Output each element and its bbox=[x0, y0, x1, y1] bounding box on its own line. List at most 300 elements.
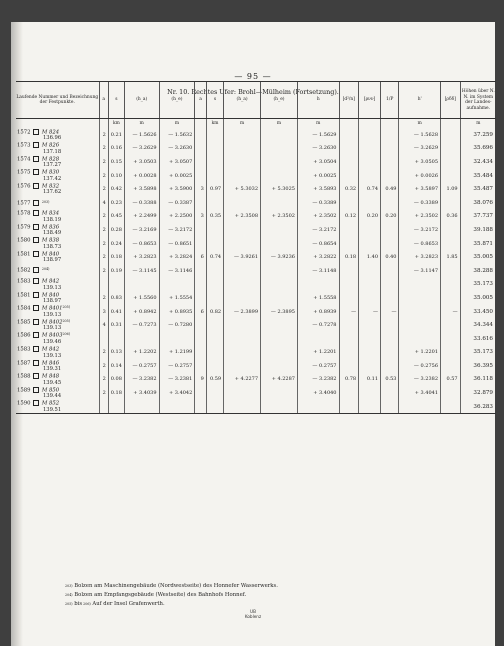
cell-h: + 3.0504 bbox=[297, 155, 339, 169]
point-number: 1580 bbox=[17, 237, 33, 244]
cell-a2 bbox=[195, 400, 207, 414]
point-name: M 828 bbox=[40, 156, 60, 163]
cell-H: 35.484 bbox=[460, 169, 496, 183]
cell-a2 bbox=[195, 142, 207, 156]
unit-cell bbox=[381, 119, 399, 129]
footnote-text: Bolzen am Maschinengebäude (Nordwestseite) des Honnefer Wasserwerks. bbox=[72, 583, 278, 589]
cell-ha2 bbox=[224, 169, 261, 183]
cell-hp bbox=[399, 278, 441, 292]
cell-a: 2 bbox=[99, 210, 108, 224]
column-header: Laufende Nummer und Bezeichnung der Festpunkte. bbox=[16, 82, 99, 119]
cell-a: 2 bbox=[99, 250, 108, 264]
cell-d bbox=[339, 291, 359, 305]
cell-hp bbox=[399, 332, 441, 346]
point-km: 139.31 bbox=[43, 366, 62, 373]
cell-a: 2 bbox=[99, 223, 108, 237]
point-name: M 8401 bbox=[40, 305, 63, 312]
cell-a2 bbox=[195, 278, 207, 292]
point-cell bbox=[16, 169, 99, 183]
cell-ha: + 3.4039 bbox=[124, 386, 159, 400]
cell-P bbox=[381, 237, 399, 251]
cell-ha2 bbox=[224, 264, 261, 278]
cell-d bbox=[339, 346, 359, 360]
cell-p: 0.74 bbox=[359, 182, 381, 196]
cell-he2: + 4.2287 bbox=[261, 373, 298, 387]
cell-ha2 bbox=[224, 155, 261, 169]
cell-s2 bbox=[206, 400, 223, 414]
point-km: 139.51 bbox=[43, 406, 62, 413]
cell-h: + 0.8939 bbox=[297, 305, 339, 319]
cell-P bbox=[381, 346, 399, 360]
point-cell bbox=[16, 223, 99, 237]
point-km: 139.13 bbox=[43, 311, 62, 318]
cell-P bbox=[381, 142, 399, 156]
point-cell bbox=[16, 332, 99, 346]
cell-ha bbox=[124, 400, 159, 414]
cell-a2 bbox=[195, 346, 207, 360]
cell-H: 35.487 bbox=[460, 182, 496, 196]
footnote-text: Auf der Insel Grafenwerth. bbox=[90, 601, 165, 607]
cell-d bbox=[339, 169, 359, 183]
cell-r: 0.36 bbox=[441, 210, 461, 224]
cell-P: 0.53 bbox=[381, 373, 399, 387]
cell-p bbox=[359, 386, 381, 400]
cell-H: 38.076 bbox=[460, 196, 496, 210]
cell-h: + 3.2822 bbox=[297, 250, 339, 264]
cell-a: 2 bbox=[99, 142, 108, 156]
cell-a: 2 bbox=[99, 386, 108, 400]
cell-he bbox=[159, 400, 195, 414]
cell-ha2 bbox=[224, 346, 261, 360]
cell-H: 35.173 bbox=[460, 278, 496, 292]
cell-he: + 2.2500 bbox=[159, 210, 195, 224]
point-number: 1589 bbox=[17, 387, 33, 394]
cell-s2: 0.97 bbox=[206, 182, 223, 196]
cell-H: 37.259 bbox=[460, 128, 496, 142]
cell-d bbox=[339, 400, 359, 414]
cell-s2 bbox=[206, 278, 223, 292]
footnote-ref: 204) bbox=[41, 267, 50, 272]
cell-r bbox=[441, 196, 461, 210]
footnote-ref: 203) bbox=[41, 199, 50, 204]
point-cell bbox=[16, 128, 99, 142]
table-row bbox=[16, 400, 496, 414]
unit-cell bbox=[16, 119, 99, 129]
stamp-line-2: Koblenz bbox=[244, 614, 262, 619]
footnote-ref: 205) bbox=[62, 318, 71, 323]
footnote bbox=[65, 582, 278, 591]
cell-he: + 3.4042 bbox=[159, 386, 195, 400]
benchmark-symbol bbox=[33, 237, 39, 243]
cell-r bbox=[441, 264, 461, 278]
cell-he: + 1.5554 bbox=[159, 291, 195, 305]
cell-H: 34.344 bbox=[460, 318, 496, 332]
cell-ha2 bbox=[224, 400, 261, 414]
footnote-ref: 205) bbox=[62, 305, 71, 310]
cell-s: 0.15 bbox=[108, 155, 124, 169]
cell-ha: + 2.2499 bbox=[124, 210, 159, 224]
cell-h bbox=[297, 278, 339, 292]
cell-P bbox=[381, 318, 399, 332]
cell-h: — 0.8654 bbox=[297, 237, 339, 251]
cell-P bbox=[381, 223, 399, 237]
cell-hp: — 0.8653 bbox=[399, 237, 441, 251]
column-header: (h_e) bbox=[159, 82, 195, 119]
column-header: (h_a) bbox=[124, 82, 159, 119]
cell-a: 2 bbox=[99, 128, 108, 142]
cell-H: 39.188 bbox=[460, 223, 496, 237]
cell-r bbox=[441, 278, 461, 292]
cell-r bbox=[441, 359, 461, 373]
cell-ha2: — 2.3899 bbox=[224, 305, 261, 319]
cell-hp: + 2.3502 bbox=[399, 210, 441, 224]
cell-P bbox=[381, 278, 399, 292]
cell-a: 4 bbox=[99, 196, 108, 210]
cell-he2: — 2.3895 bbox=[261, 305, 298, 319]
cell-p bbox=[359, 359, 381, 373]
point-cell bbox=[16, 346, 99, 360]
cell-r bbox=[441, 346, 461, 360]
cell-he2 bbox=[261, 332, 298, 346]
cell-hp: — 1.5628 bbox=[399, 128, 441, 142]
unit-cell: m bbox=[261, 119, 298, 129]
cell-ha2 bbox=[224, 128, 261, 142]
cell-p: 1.40 bbox=[359, 250, 381, 264]
point-km: 139.13 bbox=[43, 325, 62, 332]
cell-he2 bbox=[261, 386, 298, 400]
point-number: 1585 bbox=[17, 319, 33, 326]
cell-a2: 6 bbox=[195, 305, 207, 319]
point-km: 137.27 bbox=[43, 162, 62, 169]
cell-he: + 0.0025 bbox=[159, 169, 195, 183]
cell-s2 bbox=[206, 142, 223, 156]
cell-h bbox=[297, 332, 339, 346]
table-row bbox=[16, 142, 496, 156]
cell-hp: — 3.1147 bbox=[399, 264, 441, 278]
cell-ha: — 0.7273 bbox=[124, 318, 159, 332]
cell-r bbox=[441, 332, 461, 346]
cell-a2 bbox=[195, 155, 207, 169]
cell-hp: + 3.2823 bbox=[399, 250, 441, 264]
cell-he2 bbox=[261, 291, 298, 305]
cell-ha: + 0.8942 bbox=[124, 305, 159, 319]
benchmark-symbol bbox=[33, 346, 39, 352]
cell-P bbox=[381, 155, 399, 169]
cell-p bbox=[359, 155, 381, 169]
cell-s: 0.13 bbox=[108, 346, 124, 360]
cell-d bbox=[339, 332, 359, 346]
point-number: 1573 bbox=[17, 142, 33, 149]
point-cell bbox=[16, 250, 99, 264]
point-number: 1584 bbox=[17, 305, 33, 312]
cell-ha: — 3.1145 bbox=[124, 264, 159, 278]
benchmark-symbol bbox=[33, 373, 39, 379]
cell-P bbox=[381, 264, 399, 278]
cell-a2 bbox=[195, 291, 207, 305]
table-row bbox=[16, 182, 496, 196]
cell-h: — 3.2630 bbox=[297, 142, 339, 156]
cell-ha2 bbox=[224, 318, 261, 332]
cell-H: 35.005 bbox=[460, 291, 496, 305]
cell-d: 0.12 bbox=[339, 210, 359, 224]
cell-P bbox=[381, 386, 399, 400]
cell-s: 0.31 bbox=[108, 318, 124, 332]
cell-he2 bbox=[261, 359, 298, 373]
point-cell bbox=[16, 210, 99, 224]
cell-hp bbox=[399, 291, 441, 305]
cell-s: 0.42 bbox=[108, 182, 124, 196]
cell-P bbox=[381, 128, 399, 142]
cell-h: — 1.5629 bbox=[297, 128, 339, 142]
cell-H: 36.118 bbox=[460, 373, 496, 387]
cell-ha: + 0.0028 bbox=[124, 169, 159, 183]
footnote-mark: 206) bbox=[82, 602, 91, 606]
cell-a2 bbox=[195, 196, 207, 210]
point-number: 1579 bbox=[17, 224, 33, 231]
cell-H: 33.616 bbox=[460, 332, 496, 346]
unit-cell bbox=[195, 119, 207, 129]
cell-r bbox=[441, 400, 461, 414]
cell-H: 35.871 bbox=[460, 237, 496, 251]
cell-a bbox=[99, 278, 108, 292]
cell-r bbox=[441, 223, 461, 237]
point-cell bbox=[16, 373, 99, 387]
cell-a: 3 bbox=[99, 305, 108, 319]
cell-he2 bbox=[261, 264, 298, 278]
cell-hp bbox=[399, 305, 441, 319]
footnote-text: bis bbox=[72, 601, 83, 607]
column-header: s bbox=[206, 82, 223, 119]
cell-P: — bbox=[381, 305, 399, 319]
cell-s: 0.41 bbox=[108, 305, 124, 319]
cell-he: — 3.2381 bbox=[159, 373, 195, 387]
cell-h: + 1.2201 bbox=[297, 346, 339, 360]
cell-he2 bbox=[261, 223, 298, 237]
point-cell bbox=[16, 291, 99, 305]
table-row bbox=[16, 169, 496, 183]
cell-p bbox=[359, 196, 381, 210]
cell-ha: — 3.2629 bbox=[124, 142, 159, 156]
point-name: M 832 bbox=[40, 183, 60, 190]
cell-h: — 3.2172 bbox=[297, 223, 339, 237]
column-header: (h_e) bbox=[261, 82, 298, 119]
cell-H: 35.005 bbox=[460, 250, 496, 264]
cell-he: + 1.2199 bbox=[159, 346, 195, 360]
cell-he2: + 5.3025 bbox=[261, 182, 298, 196]
cell-s2 bbox=[206, 169, 223, 183]
cell-P: 0.49 bbox=[381, 182, 399, 196]
column-header: a bbox=[99, 82, 108, 119]
cell-r bbox=[441, 291, 461, 305]
table-row bbox=[16, 305, 496, 319]
column-header: [ρδδ] bbox=[441, 82, 461, 119]
footnote-mark: 203) bbox=[65, 584, 73, 588]
benchmark-symbol bbox=[33, 156, 39, 162]
point-name: M 842 bbox=[40, 346, 60, 353]
point-km: 139.45 bbox=[43, 379, 62, 386]
cell-s2 bbox=[206, 386, 223, 400]
table-row bbox=[16, 196, 496, 210]
table-row bbox=[16, 359, 496, 373]
cell-he: — 3.2630 bbox=[159, 142, 195, 156]
cell-H: 32.879 bbox=[460, 386, 496, 400]
point-number: 1590 bbox=[17, 400, 33, 407]
cell-a2 bbox=[195, 169, 207, 183]
cell-a: 2 bbox=[99, 291, 108, 305]
cell-hp: — 3.2629 bbox=[399, 142, 441, 156]
cell-ha: — 0.3388 bbox=[124, 196, 159, 210]
cell-ha2 bbox=[224, 223, 261, 237]
point-name: M 840 bbox=[40, 292, 60, 299]
cell-he: + 3.2824 bbox=[159, 250, 195, 264]
cell-a2: 3 bbox=[195, 210, 207, 224]
benchmark-symbol bbox=[33, 210, 39, 216]
cell-p bbox=[359, 400, 381, 414]
cell-he: + 3.0507 bbox=[159, 155, 195, 169]
cell-a: 2 bbox=[99, 346, 108, 360]
cell-a2 bbox=[195, 128, 207, 142]
cell-s: 0.10 bbox=[108, 169, 124, 183]
column-header: h bbox=[297, 82, 339, 119]
cell-p: 0.11 bbox=[359, 373, 381, 387]
cell-P bbox=[381, 359, 399, 373]
point-km: 137.62 bbox=[43, 189, 62, 196]
point-km: 137.18 bbox=[43, 148, 62, 155]
cell-p bbox=[359, 346, 381, 360]
cell-a bbox=[99, 332, 108, 346]
point-number: 1572 bbox=[17, 129, 33, 136]
cell-H: 36.395 bbox=[460, 359, 496, 373]
cell-ha: + 1.5560 bbox=[124, 291, 159, 305]
point-km: 139.13 bbox=[43, 352, 62, 359]
cell-P: 0.40 bbox=[381, 250, 399, 264]
cell-he: — 0.2757 bbox=[159, 359, 195, 373]
cell-s2 bbox=[206, 128, 223, 142]
cell-ha2: + 2.3508 bbox=[224, 210, 261, 224]
cell-ha2 bbox=[224, 332, 261, 346]
unit-cell: m bbox=[124, 119, 159, 129]
cell-ha: + 3.2823 bbox=[124, 250, 159, 264]
cell-s bbox=[108, 278, 124, 292]
cell-p bbox=[359, 291, 381, 305]
cell-ha: + 1.2202 bbox=[124, 346, 159, 360]
cell-s2 bbox=[206, 346, 223, 360]
cell-r bbox=[441, 169, 461, 183]
cell-d: 0.18 bbox=[339, 250, 359, 264]
units-row bbox=[16, 119, 496, 129]
point-name: M 830 bbox=[40, 169, 60, 176]
cell-p bbox=[359, 318, 381, 332]
cell-hp: + 1.2201 bbox=[399, 346, 441, 360]
point-km: 139.13 bbox=[43, 284, 62, 291]
point-km: 138.19 bbox=[43, 216, 62, 223]
cell-ha: — 3.2169 bbox=[124, 223, 159, 237]
table-row bbox=[16, 250, 496, 264]
cell-he2 bbox=[261, 142, 298, 156]
table-row bbox=[16, 223, 496, 237]
cell-a: 2 bbox=[99, 373, 108, 387]
point-number: 1576 bbox=[17, 183, 33, 190]
cell-P bbox=[381, 169, 399, 183]
point-cell bbox=[16, 142, 99, 156]
cell-s2 bbox=[206, 291, 223, 305]
cell-he: — 3.2172 bbox=[159, 223, 195, 237]
table-row bbox=[16, 264, 496, 278]
column-header: Höhen über N. N. im System der Landes-aufnahme. bbox=[460, 82, 496, 119]
table-row bbox=[16, 332, 496, 346]
cell-s2 bbox=[206, 332, 223, 346]
cell-ha2 bbox=[224, 291, 261, 305]
table-row bbox=[16, 210, 496, 224]
cell-a: 4 bbox=[99, 318, 108, 332]
point-km: 138.97 bbox=[43, 257, 62, 264]
cell-d bbox=[339, 223, 359, 237]
point-number: 1583 bbox=[17, 278, 33, 285]
cell-hp: + 0.0026 bbox=[399, 169, 441, 183]
cell-d bbox=[339, 142, 359, 156]
cell-d bbox=[339, 386, 359, 400]
footnote bbox=[65, 600, 278, 609]
point-label bbox=[17, 200, 98, 207]
cell-p bbox=[359, 278, 381, 292]
cell-s2 bbox=[206, 318, 223, 332]
cell-ha2 bbox=[224, 142, 261, 156]
table-row bbox=[16, 155, 496, 169]
footnotes bbox=[65, 582, 278, 609]
cell-d: 0.78 bbox=[339, 373, 359, 387]
cell-P bbox=[381, 332, 399, 346]
cell-p bbox=[359, 142, 381, 156]
cell-h: + 1.5558 bbox=[297, 291, 339, 305]
cell-h: — 3.1148 bbox=[297, 264, 339, 278]
cell-d bbox=[339, 155, 359, 169]
cell-ha2: — 3.9261 bbox=[224, 250, 261, 264]
cell-he2 bbox=[261, 278, 298, 292]
table-row bbox=[16, 128, 496, 142]
cell-a2 bbox=[195, 223, 207, 237]
point-number: 1578 bbox=[17, 210, 33, 217]
benchmark-symbol bbox=[33, 305, 39, 311]
cell-he2 bbox=[261, 400, 298, 414]
cell-s: 0.28 bbox=[108, 223, 124, 237]
point-cell bbox=[16, 400, 99, 414]
point-km: 139.44 bbox=[43, 393, 62, 400]
cell-he2 bbox=[261, 346, 298, 360]
cell-s2: 0.59 bbox=[206, 373, 223, 387]
benchmark-symbol bbox=[33, 129, 39, 135]
cell-d: 0.32 bbox=[339, 182, 359, 196]
point-name: M 842 bbox=[40, 278, 60, 285]
cell-a2 bbox=[195, 386, 207, 400]
cell-ha2 bbox=[224, 359, 261, 373]
cell-s: 0.45 bbox=[108, 210, 124, 224]
point-number: 1582 bbox=[17, 267, 33, 274]
cell-he: — 3.1146 bbox=[159, 264, 195, 278]
point-name: M 852 bbox=[40, 400, 60, 407]
cell-s bbox=[108, 400, 124, 414]
point-number: 1588 bbox=[17, 373, 33, 380]
cell-r bbox=[441, 128, 461, 142]
footnote-mark: 205) bbox=[65, 602, 73, 606]
cell-he2 bbox=[261, 169, 298, 183]
cell-p bbox=[359, 223, 381, 237]
column-header: s bbox=[108, 82, 124, 119]
footnote bbox=[65, 591, 278, 600]
benchmark-symbol bbox=[33, 332, 39, 338]
unit-cell bbox=[339, 119, 359, 129]
cell-p bbox=[359, 237, 381, 251]
cell-h: — 0.2757 bbox=[297, 359, 339, 373]
